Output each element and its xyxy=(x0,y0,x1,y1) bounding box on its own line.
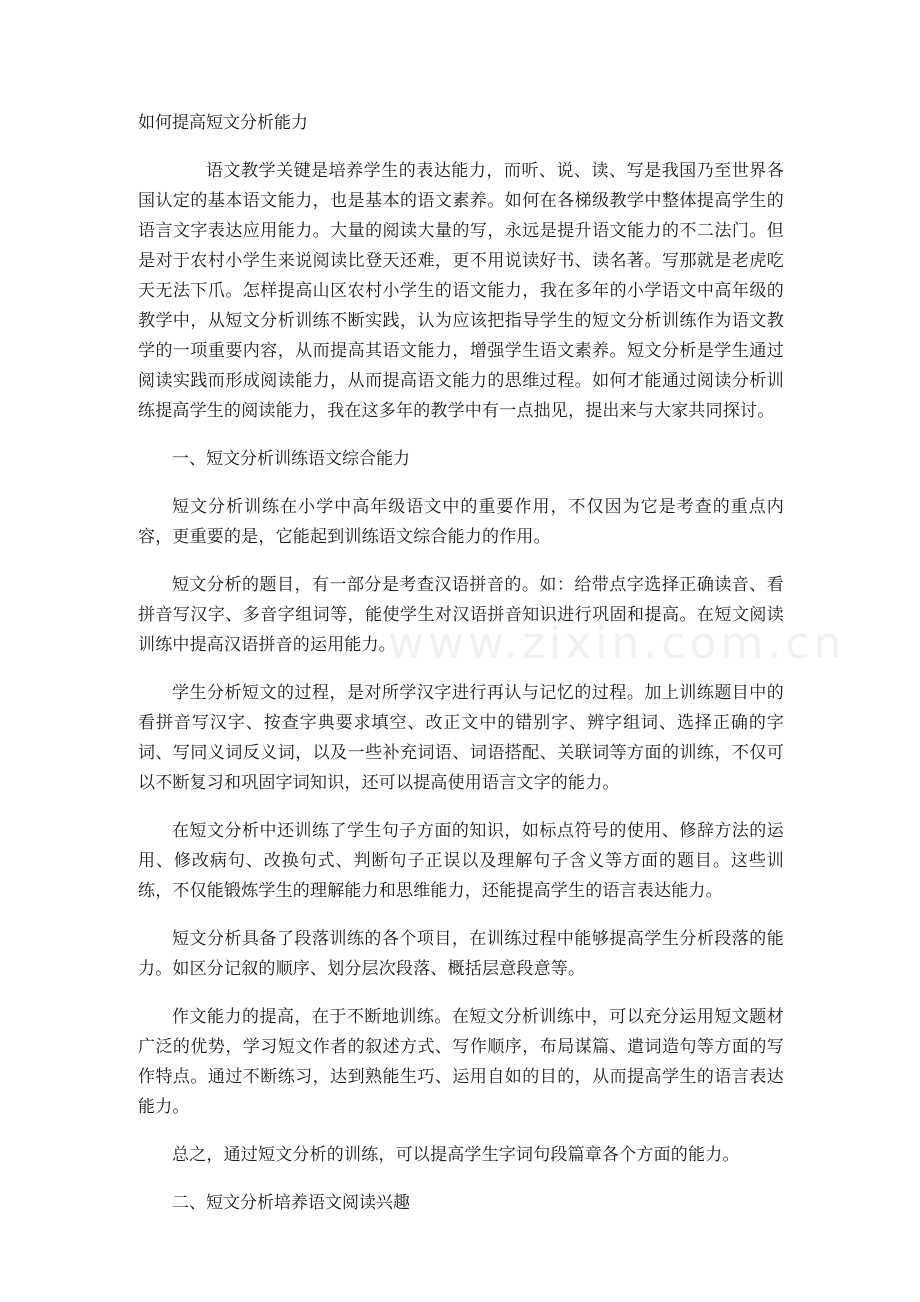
paragraph: 短文分析具备了段落训练的各个项目，在训练过程中能够提高学生分析段落的能力。如区分记叙的顺序、划分层次段落、概括层意段意等。 xyxy=(138,929,784,979)
paragraph: 学生分析短文的过程，是对所学汉字进行再认与记忆的过程。加上训练题目中的看拼音写汉字、按查字典要求填空、改正文中的错别字、辨字组词、选择正确的字词、写同义词反义词，以及一些补充词语、词语搭配、关联词等方面的训练，不仅可以不断复习和巩固字词知识，还可以提高使用语言文字的能力。 xyxy=(138,683,784,793)
paragraph: 短文分析训练在小学中高年级语文中的重要作用，不仅因为它是考查的重点内容，更重要的是，它能起到训练语文综合能力的作用。 xyxy=(138,497,784,547)
section-heading-1: 一、短文分析训练语文综合能力 xyxy=(172,449,410,469)
paragraph: 总之，通过短文分析的训练，可以提高学生字词句段篇章各个方面的能力。 xyxy=(172,1145,740,1165)
document-title: 如何提高短文分析能力 xyxy=(138,113,308,133)
intro-paragraph: 语文教学关键是培养学生的表达能力，而听、说、读、写是我国乃至世界各国认定的基本语文能力，也是基本的语文素养。如何在各梯级教学中整体提高学生的语言文字表达应用能力。大量的阅读大量的写，永远是提升语文能力的不二法门。但是对于农村小学生来说阅读比登天还难，更不用说读好书、读名著。写那就是老虎吃天无法下爪。怎样提高山区农村小学生的语文能力，我在多年的小学语文中高年级的教学中，从短文分析训练不断实践，认为应该把指导学生的短文分析训练作为语文教学的一项重要内容，从而提高其语文能力，增强学生语文素养。短文分析是学生通过阅读实践而形成阅读能力，从而提高语文能力的思维过程。如何才能通过阅读分析训练提高学生的阅读能力，我在这多年的教学中有一点拙见，提出来与大家共同探讨。 xyxy=(138,161,784,421)
paragraph: 作文能力的提高，在于不断地训练。在短文分析训练中，可以充分运用短文题材广泛的优势，学习短文作者的叙述方式、写作顺序，布局谋篇、遣词造句等方面的写作特点。通过不断练习，达到熟能生巧、运用自如的目的，从而提高学生的语言表达能力。 xyxy=(138,1007,784,1117)
document-page xyxy=(138,108,784,1236)
paragraph: 在短文分析中还训练了学生句子方面的知识，如标点符号的使用、修辞方法的运用、修改病句、改换句式、判断句子正误以及理解句子含义等方面的题目。这些训练，不仅能锻炼学生的理解能力和思维能力，还能提高学生的语言表达能力。 xyxy=(138,821,784,901)
paragraph: 短文分析的题目，有一部分是考查汉语拼音的。如：给带点字选择正确读音、看拼音写汉字、多音字组词等，能使学生对汉语拼音知识进行巩固和提高。在短文阅读训练中提高汉语拼音的运用能力。 xyxy=(138,575,784,655)
section-heading-2: 二、短文分析培养语文阅读兴趣 xyxy=(172,1193,410,1213)
watermark: www.zixin.com.cn xyxy=(388,618,846,669)
